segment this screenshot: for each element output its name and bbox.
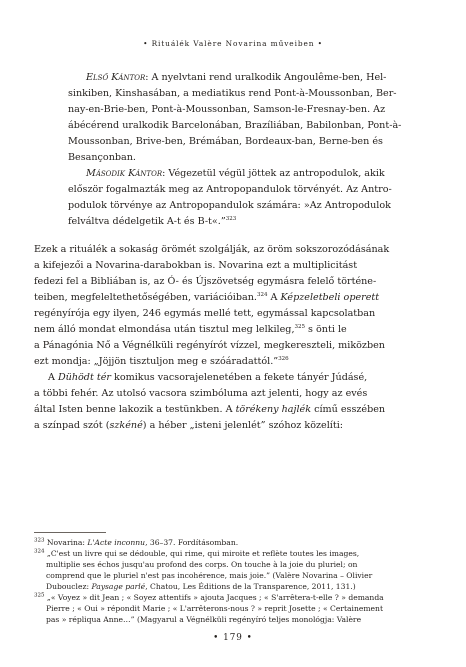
quote-line: ábécérend uralkodik Barcelonában, Brazíliában, Babilonban, Pont-à- — [68, 120, 402, 131]
body-line: nem álló mondat elmondása után tisztul meg lelkileg,$^{325}$ s önti le — [34, 323, 347, 335]
body-line: a színpad szót (szkéné) a héber „isteni jelenlét” szóhoz közelíti: — [34, 420, 344, 431]
page-number: • 179 • — [213, 633, 253, 643]
footnote-line: multiplie ses échos jusqu'au profond des corps. On touche à la joie du pluriel; on — [46, 560, 358, 569]
running-header: • Rituálék Valère Novarina műveiben • — [143, 39, 323, 48]
quote-line: Besançonban. — [68, 152, 136, 163]
quote-line: Első Kántor: A nyelvtani rend uralkodik Angoulême-ben, Hel- — [86, 72, 387, 83]
body-line: teiben, megfeleltethetőségében, variációiban.$^{324}$ A Képzeletbeli operett — [34, 291, 380, 303]
quote-line: Második Kántor: Végezetül végül jöttek az antropodulok, akik — [86, 168, 385, 179]
body-line: a kifejezői a Novarina-darabokban is. Novarina ezt a multiplicitást — [34, 260, 358, 271]
body-line: által Isten benne lakozik a testünkben. A törékeny hajlék című esszében — [34, 404, 386, 415]
body-line: fedezi fel a Bibliában is, az Ó- és Újszövetség egymásra felelő történe- — [34, 276, 377, 287]
footnote-line: Dubouclez: Paysage parlé, Chatou, Les Éditions de la Transparence, 2011, 131.) — [46, 582, 356, 591]
footnote-line: comprend que le pluriel n'est pas incohérence, mais joie.” (Valère Novarina – Olivier — [46, 571, 373, 580]
quote-line: sinkiben, Kinshasában, a mediatikus rend Pont-à-Moussonban, Ber- — [68, 88, 397, 99]
body-line: ezt mondja: „Jöjjön tisztuljon meg e szóáradattól.”$^{326}$ — [34, 355, 289, 367]
quote-line: Moussonban, Brive-ben, Brémában, Bordeaux-ban, Berne-ben és — [68, 136, 383, 147]
quote-line: podulok törvénye az Antropopandulok számára: »Az Antropodulok — [68, 200, 391, 211]
body-line: regényírója egy ilyen, 246 egymás mellé tett, egymással kapcsolatban — [34, 308, 376, 319]
body-line: a többi fehér. Az utolsó vacsora szimbóluma azt jelenti, hogy az evés — [34, 388, 368, 399]
quote-line: nay-en-Brie-ben, Pont-à-Moussonban, Samson-le-Fresnay-ben. Az — [68, 104, 386, 115]
body-line: Ezek a rituálék a sokaság örömét szolgálják, az öröm sokszorozódásának — [34, 244, 390, 255]
quote-line: először fogalmazták meg az Antropopandulok törvényét. Az Antro- — [68, 184, 392, 195]
footnote: $^{324}$ „C'est un livre qui se dédouble, qui rime, qui miroite et reflète toutes les images, — [34, 548, 360, 558]
footnote-divider — [34, 532, 106, 533]
footnote: $^{325}$ „« Voyez » dit Jean ; « Soyez attentifs » ajouta Jacques ; « S'arrêtera-t-elle ? » demanda — [34, 592, 384, 602]
footnote-line: Pierre ; « Oui » répondit Marie ; « L'arrêterons-nous ? » reprit Josette ; « Certainement — [46, 604, 383, 613]
body-line: a Pánagónia Nő a Végnélküli regényírót vízzel, megkereszteli, miközben — [34, 340, 385, 351]
footnote-line: pas » répliqua Anne…” (Magyarul a Végnélküli regényíró teljes monológja: Valère — [46, 615, 362, 624]
body-line: A Dühödt tér komikus vacsorajelenetében a fekete tányér Júdásé, — [48, 372, 368, 383]
quote-line: felváltva dédelgetik A-t és B-t«.”$^{323}$ — [68, 215, 237, 227]
footnote: $^{323}$ Novarina: L'Acte inconnu, 36–37. Fordításomban. — [34, 537, 239, 547]
